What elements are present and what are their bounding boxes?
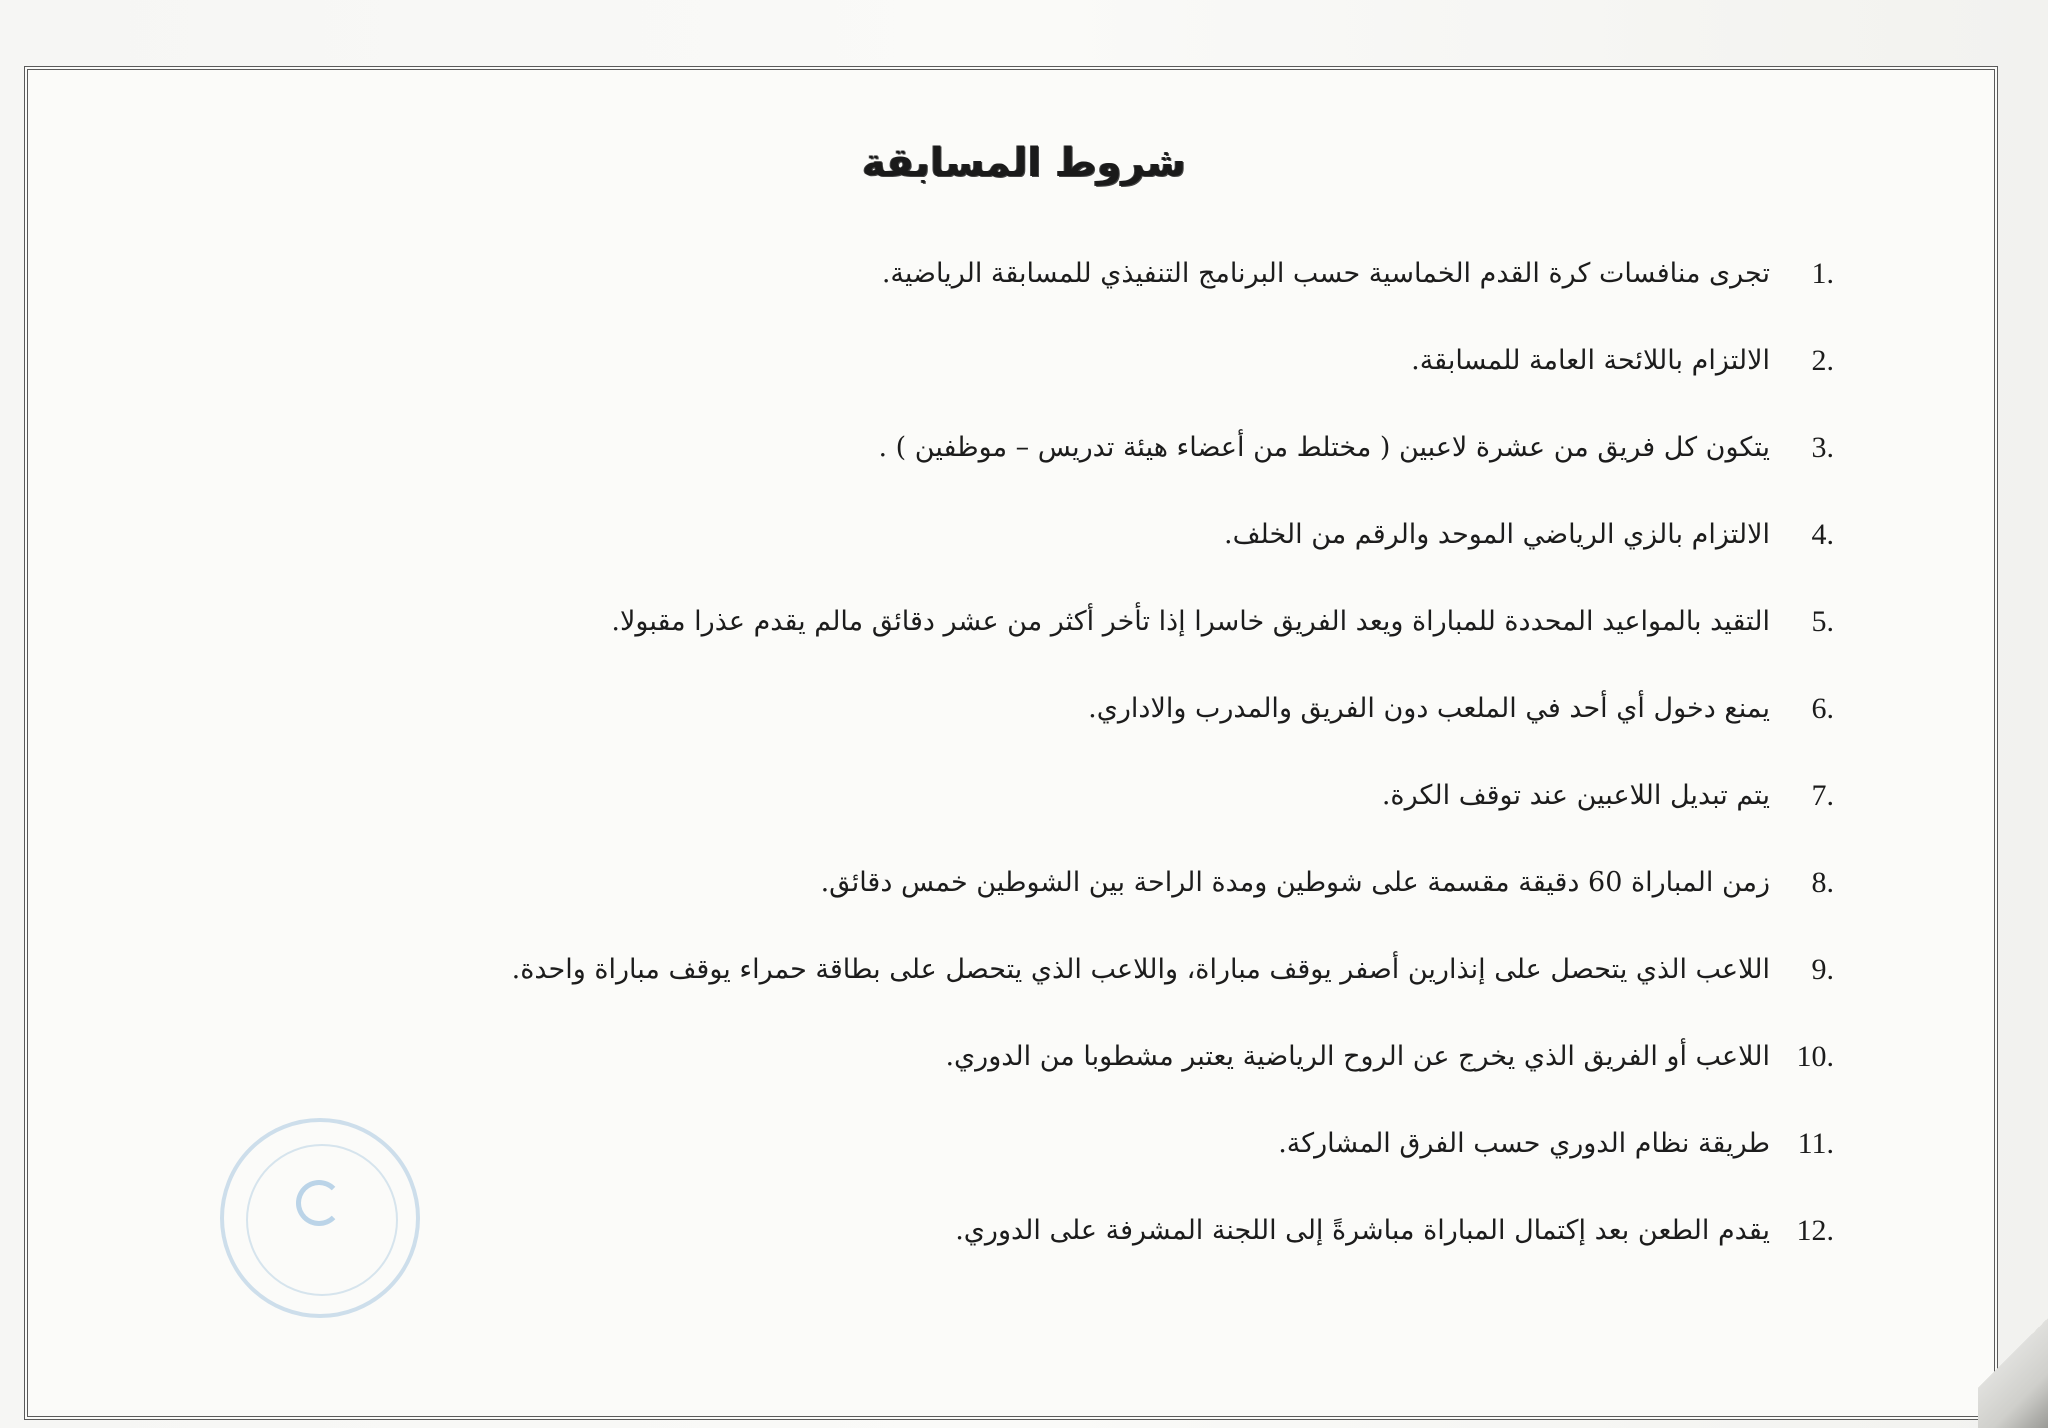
rule-number: 7. xyxy=(1811,779,1834,812)
rule-number: 5. xyxy=(1811,605,1834,638)
rule-text: طريقة نظام الدوري حسب الفرق المشاركة. xyxy=(1278,1128,1770,1159)
rule-text: اللاعب الذي يتحصل على إنذارين أصفر يوقف مباراة، واللاعب الذي يتحصل على بطاقة حمراء يوقف مباراة واحدة. xyxy=(511,954,1770,985)
rule-item-9 xyxy=(300,944,1834,1031)
rule-text: الالتزام بالزي الرياضي الموحد والرقم من الخلف. xyxy=(1223,519,1770,550)
rule-number: 10. xyxy=(1796,1040,1834,1073)
rule-number: 12. xyxy=(1796,1214,1834,1247)
rule-item-7 xyxy=(300,770,1834,857)
rule-item-4 xyxy=(300,509,1834,596)
rule-item-8 xyxy=(300,857,1834,944)
rule-item-12 xyxy=(300,1205,1834,1292)
rule-text: يتم تبديل اللاعبين عند توقف الكرة. xyxy=(1381,780,1770,811)
rule-text: زمن المباراة 60 دقيقة مقسمة على شوطين ومدة الراحة بين الشوطين خمس دقائق. xyxy=(820,867,1770,898)
rule-number: 11. xyxy=(1797,1127,1834,1160)
rule-text: يمنع دخول أي أحد في الملعب دون الفريق والمدرب والاداري. xyxy=(1088,693,1770,724)
rule-item-1 xyxy=(300,248,1834,335)
rule-number: 8. xyxy=(1811,866,1834,899)
rule-item-11 xyxy=(300,1118,1834,1205)
rule-item-3 xyxy=(300,422,1834,509)
rule-number: 3. xyxy=(1811,431,1834,464)
page-title: شروط المسابقة xyxy=(862,140,1186,186)
rule-text: اللاعب أو الفريق الذي يخرج عن الروح الرياضية يعتبر مشطوبا من الدوري. xyxy=(945,1041,1770,1072)
rule-text: تجرى منافسات كرة القدم الخماسية حسب البرنامج التنفيذي للمسابقة الرياضية. xyxy=(881,258,1770,289)
rule-item-6 xyxy=(300,683,1834,770)
rule-number: 2. xyxy=(1811,344,1834,377)
rules-list xyxy=(300,248,1834,1292)
page-curl-corner xyxy=(1978,1278,2048,1428)
rule-number: 9. xyxy=(1811,953,1834,986)
rule-text: الالتزام باللائحة العامة للمسابقة. xyxy=(1411,345,1770,376)
crescent-icon xyxy=(296,1180,342,1226)
rule-number: 4. xyxy=(1811,518,1834,551)
rule-number: 6. xyxy=(1811,692,1834,725)
official-stamp-seal xyxy=(220,1118,420,1318)
rule-item-10 xyxy=(300,1031,1834,1118)
rule-text: يقدم الطعن بعد إكتمال المباراة مباشرةً إلى اللجنة المشرفة على الدوري. xyxy=(955,1215,1770,1246)
rule-item-2 xyxy=(300,335,1834,422)
rule-text: يتكون كل فريق من عشرة لاعبين ( مختلط من أعضاء هيئة تدريس – موظفين ) . xyxy=(878,432,1770,463)
rule-number: 1. xyxy=(1811,257,1834,290)
rule-text: التقيد بالمواعيد المحددة للمباراة ويعد الفريق خاسرا إذا تأخر أكثر من عشر دقائق مالم يقدم عذرا مقبولا. xyxy=(611,606,1770,637)
rule-item-5 xyxy=(300,596,1834,683)
